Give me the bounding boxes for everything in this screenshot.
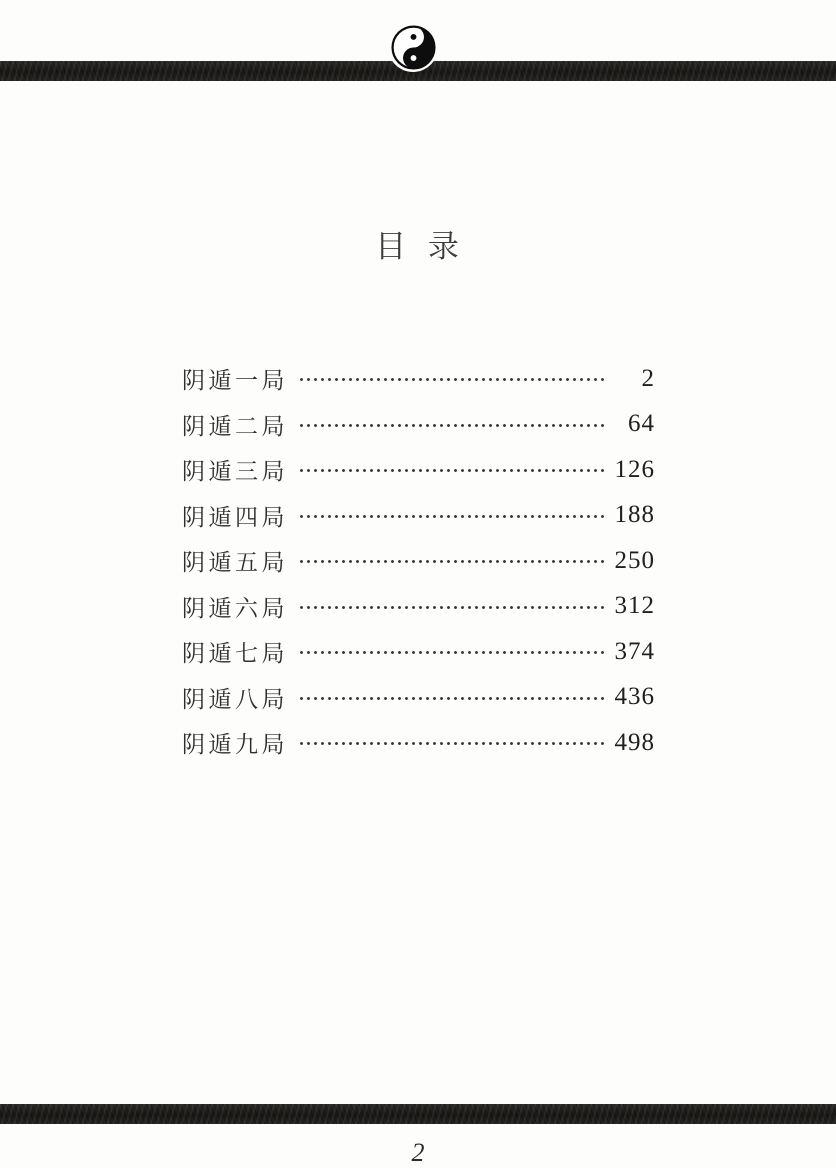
toc-entry-page: 312 (614, 592, 655, 620)
toc-entry-label: 阴遁八局 (182, 686, 288, 712)
toc-entry-label: 阴遁七局 (182, 641, 288, 667)
taiji-icon (391, 25, 436, 70)
toc-entry (182, 538, 655, 584)
toc-entry-page: 2 (641, 364, 655, 392)
dot-leader (298, 557, 605, 566)
toc-entry (182, 402, 655, 448)
toc-entry-page: 64 (628, 410, 655, 438)
toc-entry-label: 阴遁一局 (182, 368, 288, 394)
toc-entry (182, 720, 655, 766)
bottom-decorative-band (0, 1104, 836, 1124)
toc-entry-label: 阴遁六局 (182, 595, 288, 621)
toc-entry (182, 493, 655, 539)
toc-entry-page: 374 (614, 637, 655, 665)
toc-entry-page: 126 (614, 455, 655, 483)
toc-entry-label: 阴遁三局 (182, 459, 288, 485)
dot-leader (298, 466, 605, 475)
dot-leader (298, 375, 605, 384)
toc-entry-page: 188 (614, 501, 655, 529)
toc-entry-label: 阴遁五局 (182, 550, 288, 576)
toc-entry-label: 阴遁九局 (182, 732, 288, 758)
toc-entry (182, 356, 655, 402)
toc-entry-page: 436 (614, 683, 655, 711)
page-title: 目 录 (375, 228, 461, 264)
taiji-emblem (388, 22, 438, 72)
toc-entry-page: 498 (614, 728, 655, 756)
toc-entry (182, 584, 655, 630)
dot-leader (298, 648, 605, 657)
dot-leader (298, 739, 605, 748)
toc-entry-label: 阴遁四局 (182, 504, 288, 530)
dot-leader (298, 603, 605, 612)
table-of-contents (182, 356, 655, 766)
toc-entry (182, 675, 655, 721)
toc-entry-page: 250 (614, 546, 655, 574)
dot-leader (298, 421, 605, 430)
dot-leader (298, 694, 605, 703)
toc-entry-label: 阴遁二局 (182, 413, 288, 439)
dot-leader (298, 512, 605, 521)
toc-entry (182, 629, 655, 675)
toc-entry (182, 447, 655, 493)
footer-page-number: 2 (411, 1138, 425, 1167)
